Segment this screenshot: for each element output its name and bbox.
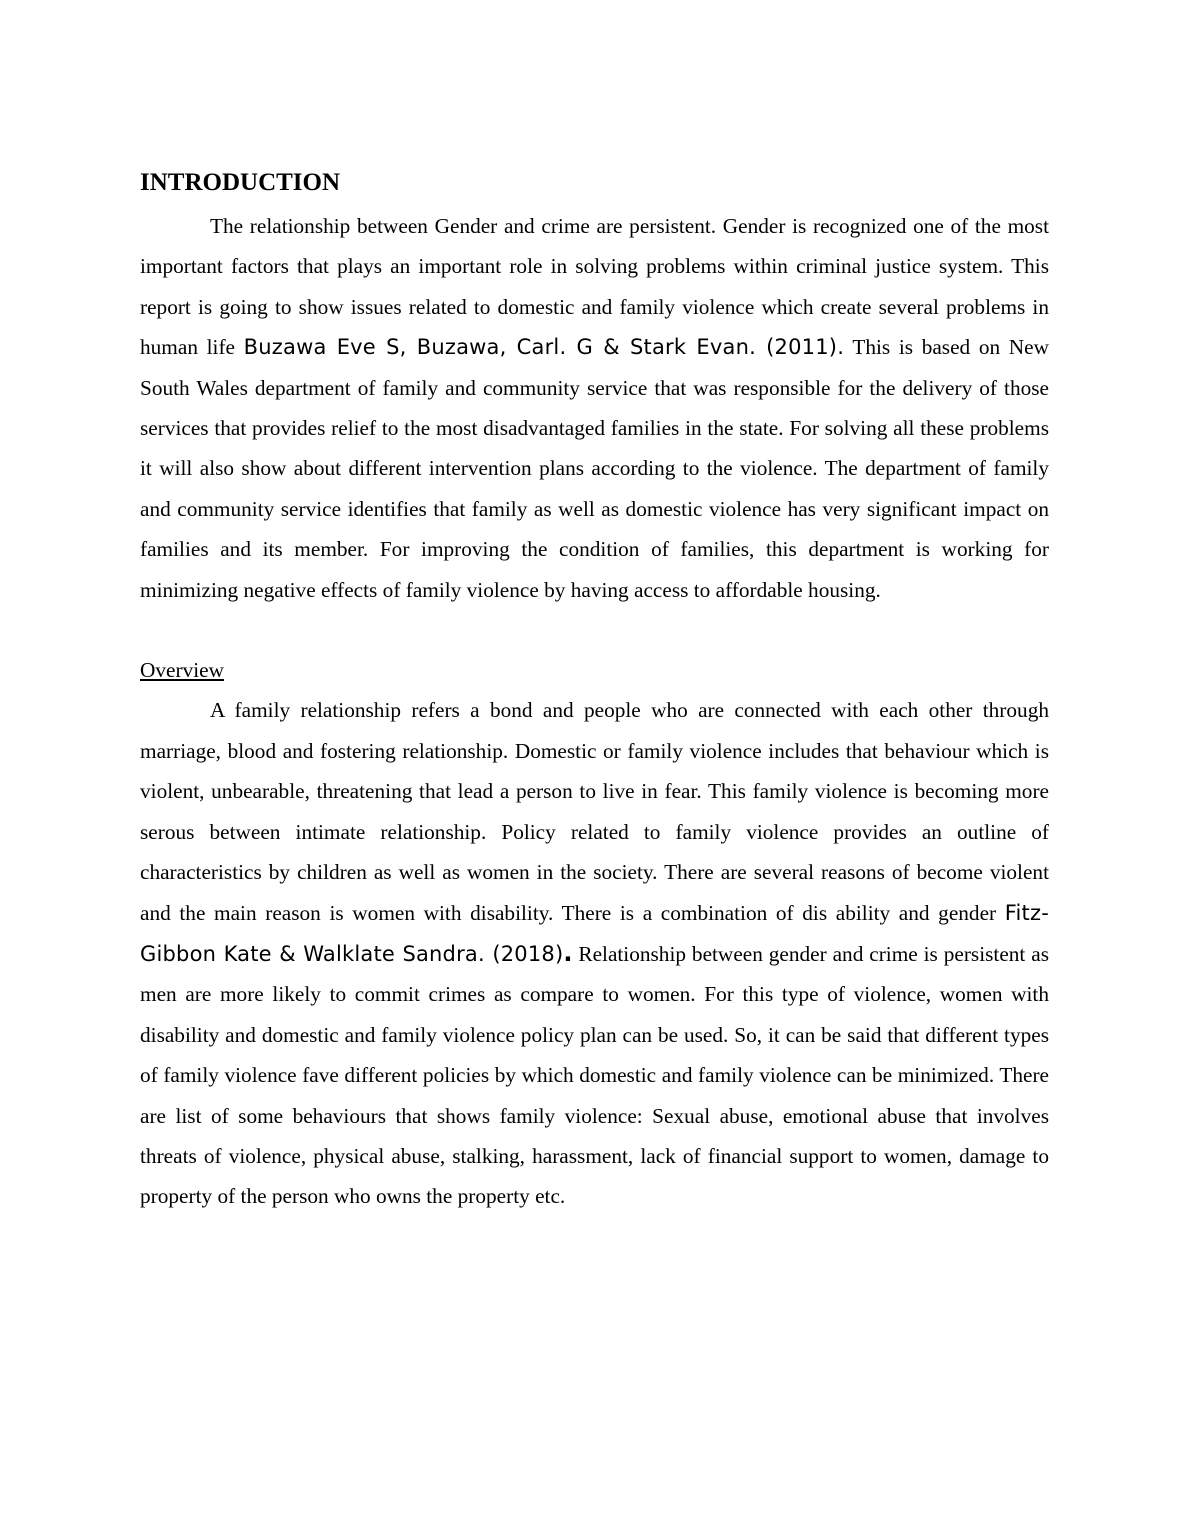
overview-citation: Fitz-Gibbon Kate & Walklate Sandra. (2018) — [140, 900, 1049, 966]
document-body — [140, 166, 1049, 1217]
overview-text-part-1: A family relationship refers a bond and people who are connected with each other through marriage, blood and fostering relationship. Domestic or family violence includes that behaviour which is violent, unbearable, threatening that lead a person to live in fear. This family violence is becoming more serous between intimate relationship. Policy related to family violence provides an outline of characteristics by children as well as women in the society. There are several reasons of become violent and the main reason is women with disability. There is a combination of dis ability and gender — [140, 698, 1049, 925]
introduction-text-part-1: The relationship between Gender and crime are persistent. Gender is recognized one of the most important factors that plays an important role in solving problems within criminal justice system. This report is going to show issues related to domestic and family violence which create several problems in human life — [140, 214, 1049, 360]
introduction-paragraph — [140, 206, 1049, 610]
overview-paragraph — [140, 690, 1049, 1216]
introduction-citation: Buzawa Eve S, Buzawa, Carl. G & Stark Evan. (2011). — [243, 335, 845, 360]
overview-text-part-2: Relationship between gender and crime is persistent as men are more likely to commit crimes as compare to women. For this type of violence, women with disability and domestic and family violence policy plan can be used. So, it can be said that different types of family violence fave different policies by which domestic and family violence can be minimized. There are list of some behaviours that shows family violence: Sexual abuse, emotional abuse that involves threats of violence, physical abuse, stalking, harassment, lack of financial support to women, damage to property of the person who owns the property etc. — [140, 941, 1049, 1209]
overview-heading: Overview — [140, 658, 224, 683]
overview-citation-period: . — [563, 938, 573, 967]
introduction-text-part-2: This is based on New South Wales department of family and community service that was responsible for the delivery of those services that provides relief to the most disadvantaged families in the state. For solving all these problems it will also show about different intervention plans according to the violence. The department of family and community service identifies that family as well as domestic violence has very significant impact on families and its member. For improving the condition of families, this department is working for minimizing negative effects of family violence by having access to affordable housing. — [140, 335, 1050, 602]
introduction-heading: INTRODUCTION — [140, 169, 341, 196]
